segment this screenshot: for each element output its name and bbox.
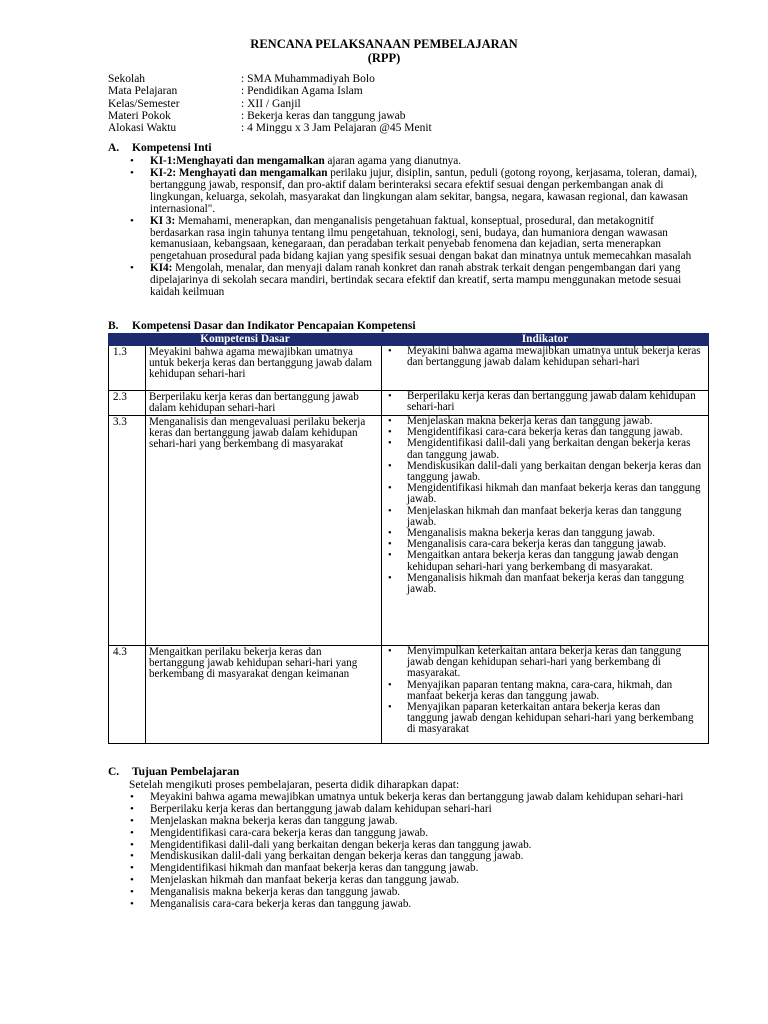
table-row xyxy=(109,416,709,646)
indicator-cell xyxy=(382,391,709,416)
document-subtitle: (RPP) xyxy=(367,51,401,65)
list-item: • Mendiskusikan dalil-dali yang berkaitan dengan bekerja keras dan tanggung jawab. xyxy=(128,851,703,863)
info-label: Mata Pelajaran xyxy=(108,85,178,98)
table-row xyxy=(109,346,709,391)
table-header-row xyxy=(109,334,709,346)
list-item: • Menjelaskan makna bekerja keras dan tanggung jawab. xyxy=(128,816,703,828)
section-c-heading xyxy=(108,766,239,779)
ki-text: perilaku jujur, disiplin, santun, peduli (gotong royong, kerjasama, toleran, damai), bertanggung jawab, responsif, dan pro-aktif dalam berinteraksi secara efektif sesuai dengan perkembangan anak di lingkungan, keluarga, sekolah, masyarakat dan lingkungan alam sekitar, bangsa, negara, kawasan regional, dan kawasan internasional". xyxy=(150,167,698,215)
list-item: • Menjelaskan hikmah dan manfaat bekerja keras dan tanggung jawab. xyxy=(128,875,703,887)
list-item xyxy=(128,263,700,298)
table-row xyxy=(109,391,709,416)
kd-indikator-table xyxy=(108,333,709,744)
list-item: • Mengidentifikasi cara-cara bekerja keras dan tanggung jawab. xyxy=(128,828,703,840)
indicator-item: • Menyajikan paparan keterkaitan antara bekerja keras dan tanggung jawab dengan kehidupan sehari-hari yang berkembang di masyarakat xyxy=(382,702,708,736)
ki-label: KI-2: Menghayati dan mengamalkan xyxy=(150,167,328,180)
indicator-item: • Menjelaskan hikmah dan manfaat bekerja keras dan tanggung jawab. xyxy=(382,506,708,528)
kd-text: Berperilaku kerja keras dan bertanggung jawab dalam kehidupan sehari-hari xyxy=(146,391,382,416)
document-title: RENCANA PELAKSANAAN PEMBELAJARAN xyxy=(250,37,518,51)
list-item: • Berperilaku kerja keras dan bertanggung jawab dalam kehidupan sehari-hari xyxy=(128,804,703,816)
header-kompetensi-dasar: Kompetensi Dasar xyxy=(109,334,382,346)
tujuan-intro: Setelah mengikuti proses pembelajaran, peserta didik diharapkan dapat: xyxy=(129,779,460,791)
kd-text: Menganalisis dan mengevaluasi perilaku bekerja keras dan bertanggung jawab dalam kehidupan sehari-hari yang berkembang di masyarakat xyxy=(146,416,382,646)
section-letter: A. xyxy=(108,142,120,154)
ki-label: KI 3: xyxy=(150,214,176,227)
section-b-heading xyxy=(108,320,416,333)
table-row xyxy=(109,646,709,744)
info-row-materi xyxy=(108,110,432,122)
indicator-item: • Menganalisis cara-cara bekerja keras dan tanggung jawab. xyxy=(382,539,708,550)
list-item: • Meyakini bahwa agama mewajibkan umatnya untuk bekerja keras dan bertanggung jawab dalam kehidupan sehari-hari xyxy=(128,792,703,804)
list-item xyxy=(128,168,700,215)
kd-text: Meyakini bahwa agama mewajibkan umatnya untuk bekerja keras dan bertanggung jawab dalam kehidupan sehari-hari xyxy=(146,346,382,391)
info-label: Alokasi Waktu xyxy=(108,122,177,135)
section-title: Tujuan Pembelajaran xyxy=(132,766,240,778)
indicator-item: • Meyakini bahwa agama mewajibkan umatnya untuk bekerja keras dan bertanggung jawab dalam kehidupan sehari-hari xyxy=(382,346,708,368)
info-row-kelas xyxy=(108,98,432,110)
indicator-item: • Menjelaskan makna bekerja keras dan tanggung jawab. xyxy=(382,416,708,427)
info-label: Materi Pokok xyxy=(108,109,171,122)
ki-label: KI-1:Menghayati dan mengamalkan xyxy=(150,155,325,167)
info-row-sekolah xyxy=(108,73,432,85)
info-row-alokasi xyxy=(108,122,432,134)
list-item xyxy=(128,156,700,168)
list-item xyxy=(128,216,700,263)
indicator-item: • Mengidentifikasi hikmah dan manfaat bekerja keras dan tanggung jawab. xyxy=(382,483,708,505)
kompetensi-inti-list xyxy=(128,156,700,299)
indicator-cell xyxy=(382,416,709,646)
header-indikator: Indikator xyxy=(382,334,709,346)
info-label: Kelas/Semester xyxy=(108,97,180,110)
info-value: : SMA Muhammadiyah Bolo xyxy=(241,73,375,85)
section-letter: C. xyxy=(108,766,120,778)
indicator-item: • Mengidentifikasi dalil-dali yang berkaitan dengan bekerja keras dan tanggung jawab. xyxy=(382,438,708,460)
kd-number: 3.3 xyxy=(109,416,146,646)
ki-label: KI4: xyxy=(150,262,173,275)
section-title: Kompetensi Dasar dan Indikator Pencapaian Kompetensi xyxy=(132,320,416,332)
indicator-cell xyxy=(382,646,709,744)
ki-text: Memahami, menerapkan, dan menganalisis pengetahuan faktual, konseptual, prosedural, dan metakognitif berdasarkan rasa ingin tahunya tentang ilmu pengetahuan, teknologi, seni, budaya, dan humaniora dengan wawasan kemanusiaan, kebangsaan, kenegaraan, dan peradaban terkait penyebab fenomena dan kejadian, serta menerapkan pengetahuan prosedural pada bidang kajian yang spesifik sesuai dengan bakat dan minatnya untuk memecahkan masalah xyxy=(150,214,692,263)
indicator-item: • Menyajikan paparan tentang makna, cara-cara, hikmah, dan manfaat bekerja keras dan tanggung jawab. xyxy=(382,680,708,702)
list-item: • Menganalisis makna bekerja keras dan tanggung jawab. xyxy=(128,887,703,899)
info-label: Sekolah xyxy=(108,73,146,85)
section-a-heading xyxy=(108,142,212,155)
list-item: • Mengidentifikasi dalil-dali yang berkaitan dengan bekerja keras dan tanggung jawab. xyxy=(128,840,703,852)
indicator-item: • Mengaitkan antara bekerja keras dan tanggung jawab dengan kehidupan sehari-hari yang berkembang di masyarakat. xyxy=(382,550,708,572)
info-value: : 4 Minggu x 3 Jam Pelajaran @45 Menit xyxy=(241,122,432,135)
indicator-item: • Mendiskusikan dalil-dali yang berkaitan dengan bekerja keras dan tanggung jawab. xyxy=(382,461,708,483)
indicator-item: • Berperilaku kerja keras dan bertanggung jawab dalam kehidupan sehari-hari xyxy=(382,391,708,413)
tujuan-list xyxy=(128,792,703,911)
info-row-mapel xyxy=(108,85,432,97)
indicator-cell xyxy=(382,346,709,391)
info-value: : XII / Ganjil xyxy=(241,97,301,110)
section-letter: B. xyxy=(108,320,119,332)
indicator-item: • Menganalisis makna bekerja keras dan tanggung jawab. xyxy=(382,528,708,539)
info-value: : Pendidikan Agama Islam xyxy=(241,85,363,98)
ki-text: ajaran agama yang dianutnya. xyxy=(324,155,462,167)
indicator-item: • Mengidentifikasi cara-cara bekerja keras dan tanggung jawab. xyxy=(382,427,708,438)
ki-text: Mengolah, menalar, dan menyaji dalam ranah konkret dan ranah abstrak terkait dengan pengembangan dari yang dipelajarinya di sekolah secara mandiri, bertindak secara efektif dan kreatif, serta mampu menggunakan metode sesuai kaidah keilmuan xyxy=(150,262,682,298)
list-item: • Mengidentifikasi hikmah dan manfaat bekerja keras dan tanggung jawab. xyxy=(128,863,703,875)
kd-number: 1.3 xyxy=(109,346,146,391)
indicator-item: • Menyimpulkan keterkaitan antara bekerja keras dan tanggung jawab dengan kehidupan sehari-hari yang berkembang di masyarakat. xyxy=(382,646,708,680)
section-title: Kompetensi Inti xyxy=(132,142,212,154)
info-value: : Bekerja keras dan tanggung jawab xyxy=(241,109,406,122)
info-block xyxy=(108,73,432,134)
indicator-item: • Menganalisis hikmah dan manfaat bekerja keras dan tanggung jawab. xyxy=(382,573,708,595)
list-item: • Menganalisis cara-cara bekerja keras dan tanggung jawab. xyxy=(128,899,703,911)
kd-number: 2.3 xyxy=(109,391,146,416)
kd-text: Mengaitkan perilaku bekerja keras dan bertanggung jawab kehidupan sehari-hari yang berkembang di masyarakat dengan keimanan xyxy=(146,646,382,744)
kd-number: 4.3 xyxy=(109,646,146,744)
